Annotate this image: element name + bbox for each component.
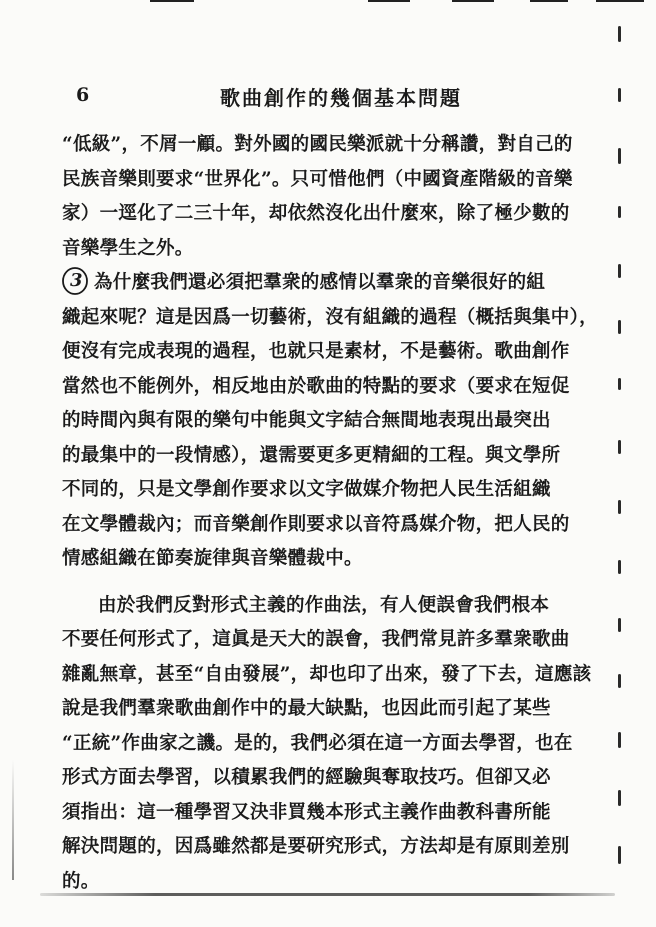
scan-mark-top-4 — [530, 0, 568, 2]
text-line: 情感組織在節奏旋律與音樂體裁中。 — [62, 548, 363, 569]
running-header — [70, 82, 570, 108]
binding-mark — [618, 560, 621, 574]
text-line: 3 為什麼我們還必須把羣衆的感情以羣衆的音樂很好的組 — [62, 266, 562, 301]
text-line: 民族音樂則要求“世界化”。只可惜他們（中國資產階級的音樂 — [62, 168, 573, 190]
running-title: 歌曲創作的幾個基本問題 — [220, 86, 462, 110]
text-line: 的時間內與有限的樂句中能與文字結合無間地表現出最突出 — [62, 410, 551, 431]
text-line: 形式方面去學習，以積累我們的經驗與奪取技巧。但卻又必 — [62, 767, 551, 788]
binding-mark — [618, 440, 621, 454]
text-line: 在文學體裁內；而音樂創作則要求以音符爲媒介物，把人民的 — [62, 513, 570, 535]
binding-mark — [618, 674, 621, 688]
text-line: 織起來呢？這是因爲一切藝術，沒有組織的過程（概括與集中）， — [62, 306, 598, 328]
text-line: 不要任何形式了，這眞是天大的誤會，我們常見許多羣衆歌曲 — [62, 629, 570, 650]
binding-mark — [618, 378, 621, 390]
paragraph-marker-number: 3 — [70, 270, 83, 291]
text-line: 當然也不能例外，相反地由於歌曲的特點的要求（要求在短促 — [62, 375, 570, 397]
text-line: 便沒有完成表現的過程，也就只是素材，不是藝術。歌曲創作 — [62, 341, 570, 362]
binding-mark — [618, 846, 621, 864]
binding-mark — [618, 88, 621, 102]
text-line: 的。 — [62, 870, 100, 892]
text-line: 音樂學生之外。 — [62, 237, 194, 259]
binding-mark — [618, 26, 621, 42]
page-left-edge — [12, 760, 14, 880]
binding-mark — [618, 790, 621, 806]
handwritten-circle-marker — [62, 269, 88, 297]
text-line: “正統”作曲家之譏。是的，我們必須在這一方面去學習，也在 — [62, 732, 573, 754]
text-line: 解決問題的，因爲雖然都是要研究形式，方法却是有原則差別 — [62, 836, 570, 857]
scan-mark-top-2 — [368, 0, 410, 2]
body-text — [62, 128, 598, 899]
text-line: 須指出：這一種學習又決非買幾本形式主義作曲教科書所能 — [62, 801, 551, 823]
binding-mark — [618, 148, 621, 164]
binding-mark — [618, 732, 621, 748]
text-line: 家）一逕化了二三十年，却依然沒化出什麼來，除了極少數的 — [62, 203, 570, 224]
scan-mark-top-5 — [596, 0, 644, 2]
binding-mark — [618, 618, 621, 632]
text-line: 雜亂無章，甚至“自由發展”，却也印了出來，發了下去，這應該 — [62, 663, 592, 685]
text-line: 說是我們羣衆歌曲創作中的最大缺點，也因此而引起了某些 — [62, 698, 551, 719]
binding-mark — [618, 320, 621, 334]
binding-mark — [618, 206, 621, 218]
scan-mark-top-3 — [452, 0, 494, 2]
text-line: “低級”，不屑一顧。對外國的國民樂派就十分稱讚，對自己的 — [62, 134, 573, 155]
binding-mark — [618, 500, 621, 514]
text-line: 不同的，只是文學創作要求以文字做媒介物把人民生活組織 — [62, 479, 551, 500]
paragraph-gap — [62, 577, 562, 589]
text-line: 由於我們反對形式主義的作曲法，有人便誤會我們根本 — [98, 594, 550, 616]
binding-mark — [618, 264, 621, 278]
page-number: 6 — [76, 84, 90, 106]
text-line: 的最集中的一段情感），還需要更多更精細的工程。與文學所 — [62, 444, 561, 466]
scan-mark-top-1 — [150, 0, 194, 2]
